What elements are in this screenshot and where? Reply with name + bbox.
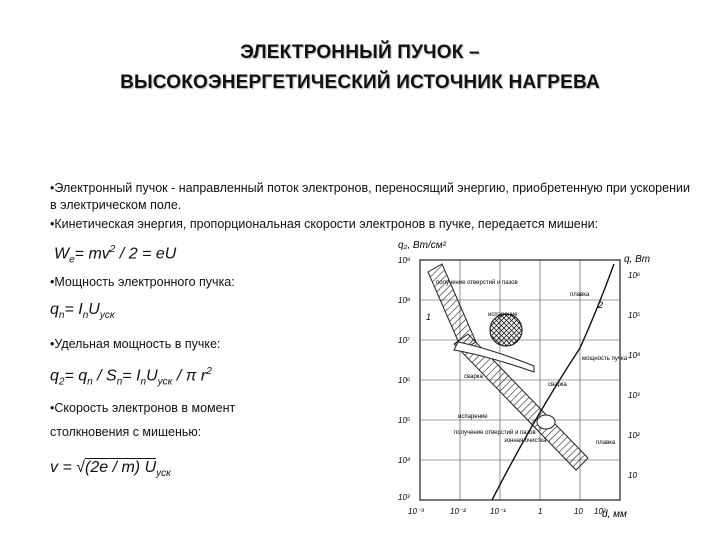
beam-applications-diagram bbox=[384, 238, 684, 528]
bullet-specific-power: •Удельная мощность в пучке: bbox=[50, 337, 221, 351]
evaporation-region bbox=[490, 314, 522, 346]
formula-specific-power: $q_2= q_n / S_n= I_nU_{уск} / \pi$ $r^2$ bbox=[50, 366, 212, 388]
right-tick-label: 10⁴ bbox=[628, 351, 641, 360]
right-tick-label: 10 bbox=[628, 471, 637, 480]
x-tick-label: 10⁻² bbox=[450, 507, 466, 516]
x-tick-label: 10⁻¹ bbox=[490, 507, 506, 516]
left-tick-label: 10⁹ bbox=[398, 256, 411, 265]
right-axis-label: q, Вт bbox=[624, 254, 651, 265]
formula-power: $q_n= I_nU_{уск}$ bbox=[50, 301, 115, 322]
title-line-2: ВЫСОКОЭНЕРГЕТИЧЕСКИЙ ИСТОЧНИК НАГРЕВА bbox=[120, 72, 600, 93]
welding-region bbox=[537, 415, 555, 429]
right-tick-label: 10⁶ bbox=[628, 271, 641, 280]
annotation-holes-2: получение отверстий и пазов bbox=[454, 430, 536, 436]
left-tick-label: 10⁴ bbox=[398, 456, 411, 465]
formula-energy: $W_e= mv^2 / 2$ = eU bbox=[54, 244, 177, 266]
annotation-evaporation-2: испарение bbox=[458, 414, 488, 420]
x-tick-label: 10² bbox=[594, 507, 606, 516]
left-tick-label: 10⁷ bbox=[398, 336, 410, 345]
bullet-velocity: •Скорость электронов в момент bbox=[50, 401, 236, 415]
left-tick-label: 10⁶ bbox=[398, 376, 411, 385]
right-ticks bbox=[628, 271, 641, 480]
bullet-velocity-cont: столкновения с мишенью: bbox=[50, 425, 202, 439]
left-tick-label: 10⁸ bbox=[398, 296, 411, 305]
right-tick-label: 10² bbox=[628, 431, 640, 440]
right-tick-label: 10⁵ bbox=[628, 311, 641, 320]
annotation-welding: сварка bbox=[464, 374, 483, 380]
right-tick-label: 10³ bbox=[628, 391, 640, 400]
annotation-welding-2: сварка bbox=[548, 382, 567, 388]
left-axis-label: q₂, Вт/см² bbox=[398, 240, 446, 251]
annotation-evaporation: испарение bbox=[488, 312, 518, 318]
x-tick-label: 10 bbox=[574, 507, 583, 516]
annotation-holes: получение отверстий и пазов bbox=[436, 280, 518, 286]
annotation-melting-2: плавка bbox=[596, 440, 616, 446]
title-line-1: ЭЛЕКТРОННЫЙ ПУЧОК – bbox=[240, 42, 480, 63]
slide-title bbox=[0, 38, 720, 98]
annotation-curve-1: 1 bbox=[426, 312, 432, 322]
bullet-kinetic-energy: •Кинетическая энергия, пропорциональная скорости электронов в пучке, передается мишени: bbox=[50, 217, 599, 231]
left-ticks bbox=[398, 256, 411, 502]
left-tick-label: 10⁵ bbox=[398, 416, 411, 425]
annotation-curve-2: 2 bbox=[598, 300, 604, 310]
x-axis-label: d, мм bbox=[602, 509, 627, 520]
annotation-melting: плавка bbox=[570, 292, 590, 298]
bullet-electron-beam: •Электронный пучок - направленный поток электронов, переносящий энергию, приобретенную при ускорении в электрическом поле. bbox=[50, 181, 690, 212]
bullet-beam-power: •Мощность электронного пучка: bbox=[50, 275, 235, 289]
x-tick-label: 10⁻³ bbox=[408, 507, 424, 516]
annotation-zone: зонная очистка bbox=[504, 438, 547, 444]
x-tick-label: 1 bbox=[538, 507, 543, 516]
annotation-power: мощность пучка bbox=[582, 356, 628, 362]
left-tick-label: 10³ bbox=[398, 493, 410, 502]
x-ticks bbox=[408, 507, 606, 516]
formula-velocity: v = √(2e / m) $U_{уск}$ bbox=[50, 459, 171, 480]
